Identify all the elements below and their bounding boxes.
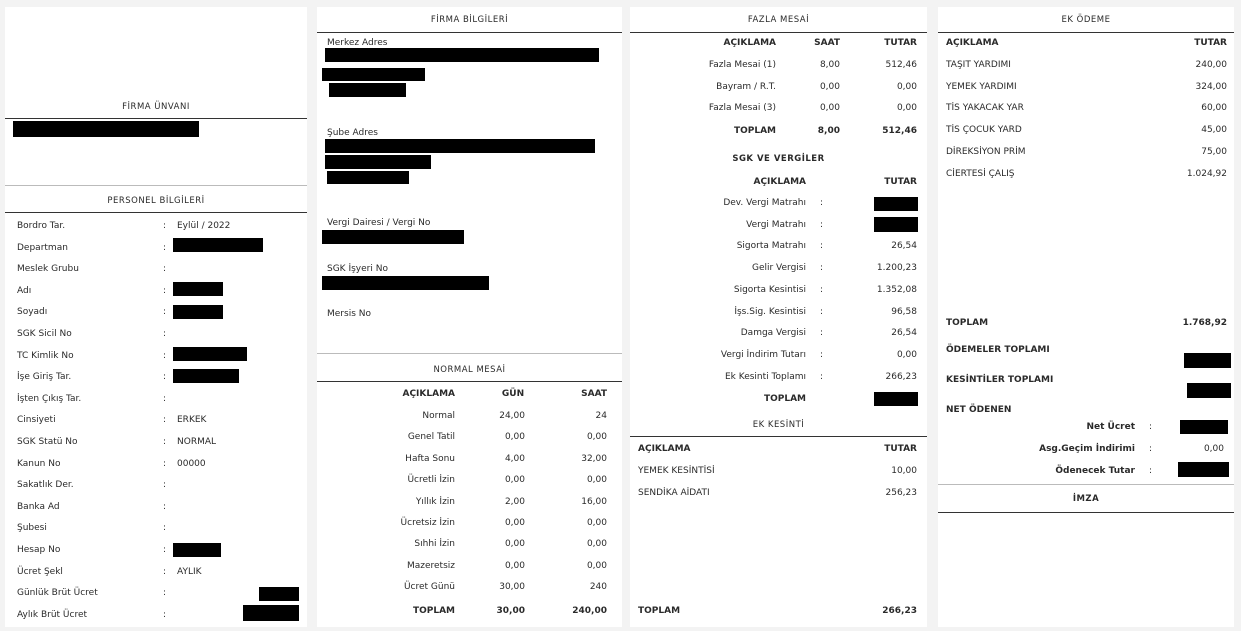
personel-label: Sakatlık Der.: [17, 480, 74, 491]
colon: :: [163, 350, 167, 361]
personel-label: Ücret Şekl: [17, 566, 63, 577]
ek-kesinti-label: YEMEK KESİNTİSİ: [638, 466, 715, 476]
ek-odeme-value: 1.024,92: [1186, 168, 1227, 179]
col-header-tutar: TUTAR: [884, 177, 917, 187]
fazla-mesai-total-label: TOPLAM: [733, 126, 776, 136]
ek-kesinti-total-label: TOPLAM: [638, 606, 681, 616]
col-header-tutar: TUTAR: [884, 444, 917, 454]
fazla-mesai-tutar: 512,46: [885, 60, 917, 70]
normal-mesai-gun: 4,00: [504, 453, 525, 464]
personel-label: Cinsiyeti: [17, 415, 56, 426]
sgk-vergi-label: Dev. Vergi Matrahı: [723, 198, 806, 208]
personel-value: NORMAL: [177, 437, 217, 447]
divider: [317, 32, 622, 33]
normal-mesai-gun: 0,00: [504, 475, 525, 486]
normal-mesai-gun: 0,00: [504, 560, 525, 571]
normal-mesai-saat: 240: [589, 582, 607, 593]
colon: :: [163, 372, 167, 383]
firma-bilgileri-panel: [317, 7, 622, 627]
net-odenen-label: NET ÖDENEN: [946, 405, 1012, 415]
firma-unvani-panel: [5, 7, 307, 627]
redaction-firma-unvani: [13, 121, 199, 137]
colon: :: [1149, 444, 1153, 454]
fazla-mesai-panel: [630, 7, 927, 627]
divider: [630, 436, 927, 437]
personel-label: İşe Giriş Tar.: [17, 372, 72, 383]
colon: :: [163, 307, 167, 318]
col-header-aciklama: AÇIKLAMA: [946, 38, 999, 48]
colon: :: [820, 371, 824, 382]
normal-mesai-label: Ücretsiz İzin: [400, 518, 455, 528]
normal-mesai-label: Sıhhi İzin: [414, 539, 455, 550]
redaction-sgk: [322, 276, 489, 290]
fazla-mesai-saat: 8,00: [819, 60, 840, 70]
personel-label: SGK Sicil No: [17, 329, 72, 339]
redaction-adi: [173, 282, 223, 296]
sgk-vergi-label: Damga Vergisi: [740, 328, 806, 339]
ek-odeme-value: 75,00: [1201, 146, 1227, 157]
ek-odeme-label: TAŞIT YARDIMI: [946, 60, 1011, 70]
colon: :: [820, 306, 824, 317]
sgk-vergi-value: 26,54: [891, 241, 917, 252]
personel-label: Aylık Brüt Ücret: [17, 609, 88, 620]
colon: :: [163, 545, 167, 555]
firma-unvani-title: FİRMA ÜNVANI: [122, 102, 190, 112]
sgk-isyeri-label: SGK İşyeri No: [327, 264, 388, 274]
sgk-vergi-value: 1.200,23: [876, 263, 917, 274]
fazla-mesai-label: Bayram / R.T.: [716, 81, 776, 92]
personel-label: Bordro Tar.: [17, 221, 66, 231]
odemeler-toplami-label: ÖDEMELER TOPLAMI: [946, 345, 1050, 355]
personel-label: SGK Statü No: [17, 437, 78, 447]
colon: :: [820, 284, 824, 295]
asg-gecim-label: Asg.Geçim İndirimi: [1039, 444, 1135, 454]
personel-label: Adı: [17, 285, 32, 296]
ek-odeme-title: EK ÖDEME: [1061, 15, 1111, 25]
normal-mesai-gun: 24,00: [499, 411, 525, 421]
personel-title: PERSONEL BİLGİLERİ: [107, 196, 205, 206]
redaction-departman: [173, 238, 263, 252]
col-header-tutar: TUTAR: [884, 38, 917, 48]
sgk-vergi-label: Sigorta Kesintisi: [733, 284, 806, 295]
ek-kesinti-value: 10,00: [891, 466, 917, 476]
col-header-tutar: TUTAR: [1194, 38, 1227, 48]
personel-value: 00000: [177, 458, 206, 469]
odenecek-tutar-label: Ödenecek Tutar: [1055, 466, 1135, 476]
colon: :: [163, 221, 167, 231]
ek-kesinti-label: SENDİKA AİDATI: [638, 487, 710, 498]
divider: [317, 353, 622, 354]
colon: :: [820, 198, 824, 208]
normal-mesai-saat: 0,00: [586, 432, 607, 443]
redaction-kesintiler: [1187, 383, 1231, 398]
net-ucret-label: Net Ücret: [1086, 422, 1135, 432]
normal-mesai-label: Genel Tatil: [407, 432, 455, 443]
imza-label: İMZA: [1072, 494, 1100, 504]
personel-value: AYLIK: [177, 566, 202, 577]
sgk-vergi-label: Ek Kesinti Toplamı: [724, 371, 806, 382]
ek-odeme-label: CİERTESİ ÇALIŞ: [946, 168, 1015, 179]
colon: :: [163, 393, 167, 404]
sgk-vergi-label: Vergi İndirim Tutarı: [720, 349, 806, 360]
ek-odeme-label: TİS YAKACAK YAR: [946, 103, 1024, 114]
personel-label: Şubesi: [17, 523, 47, 534]
ek-kesinti-title: EK KESİNTİ: [752, 420, 805, 430]
merkez-adres-label: Merkez Adres: [327, 38, 388, 48]
ek-odeme-value: 60,00: [1201, 103, 1227, 114]
normal-mesai-gun: 0,00: [504, 539, 525, 550]
divider: [5, 212, 307, 213]
redaction-soyadi: [173, 305, 223, 319]
personel-label: Banka Ad: [17, 501, 60, 512]
col-header-aciklama: AÇIKLAMA: [723, 38, 776, 48]
colon: :: [1149, 422, 1153, 432]
normal-mesai-label: Mazeretsiz: [406, 560, 455, 571]
normal-mesai-label: Ücret Günü: [403, 582, 455, 593]
redaction-sube-1: [325, 139, 595, 153]
sgk-vergi-value: 26,54: [891, 328, 917, 339]
colon: :: [1149, 466, 1153, 476]
normal-mesai-saat: 0,00: [586, 560, 607, 571]
colon: :: [163, 437, 167, 447]
fazla-mesai-tutar: 0,00: [896, 103, 917, 113]
col-header-saat: SAAT: [814, 38, 840, 48]
personel-value: ERKEK: [177, 415, 207, 426]
sgk-vergi-value: 96,58: [891, 306, 917, 317]
colon: :: [163, 609, 167, 620]
fazla-mesai-title: FAZLA MESAİ: [747, 15, 810, 25]
normal-mesai-gun: 0,00: [504, 432, 525, 443]
sgk-vergi-label: Gelir Vergisi: [751, 263, 806, 274]
ek-odeme-value: 45,00: [1201, 125, 1227, 136]
sgk-vergi-label: Vergi Matrahı: [746, 219, 806, 230]
colon: :: [820, 219, 824, 230]
sgk-vergi-title: SGK VE VERGİLER: [732, 154, 825, 164]
col-header-gun: GÜN: [501, 389, 525, 399]
redaction-tc: [173, 347, 247, 361]
redaction-odenecek: [1178, 462, 1229, 477]
redaction-ise-giris: [173, 369, 239, 383]
redaction-merkez-3: [329, 83, 406, 97]
vergi-label: Vergi Dairesi / Vergi No: [327, 218, 431, 228]
colon: :: [163, 480, 167, 491]
fazla-mesai-label: Fazla Mesai (3): [708, 103, 776, 113]
divider: [938, 484, 1234, 485]
personel-label: İşten Çıkış Tar.: [17, 393, 82, 404]
colon: :: [163, 501, 167, 512]
col-header-aciklama: AÇIKLAMA: [402, 389, 455, 399]
colon: :: [163, 523, 167, 534]
colon: :: [163, 588, 167, 599]
normal-mesai-total-label: TOPLAM: [412, 606, 455, 616]
divider: [317, 381, 622, 382]
redaction-dev-vergi: [874, 197, 918, 211]
personel-label: Kanun No: [17, 458, 61, 469]
fazla-mesai-label: Fazla Mesai (1): [708, 60, 776, 70]
mersis-label: Mersis No: [327, 309, 371, 319]
fazla-mesai-total-tutar: 512,46: [882, 126, 917, 136]
redaction-sube-2: [325, 155, 431, 169]
divider: [938, 512, 1234, 513]
normal-mesai-label: Normal: [422, 411, 455, 421]
normal-mesai-saat: 0,00: [586, 518, 607, 528]
normal-mesai-total-saat: 240,00: [572, 606, 607, 616]
normal-mesai-label: Ücretli İzin: [407, 475, 455, 486]
redaction-vergi: [322, 230, 464, 244]
kesintiler-toplami-label: KESİNTİLER TOPLAMI: [946, 375, 1054, 385]
sube-adres-label: Şube Adres: [327, 128, 378, 138]
colon: :: [163, 566, 167, 577]
personel-label: Hesap No: [17, 545, 61, 555]
sgk-vergi-value: 0,00: [896, 349, 917, 360]
colon: :: [820, 328, 824, 339]
sgk-vergi-value: 1.352,08: [876, 284, 917, 295]
normal-mesai-label: Hafta Sonu: [405, 453, 455, 464]
redaction-merkez-2: [322, 68, 425, 81]
normal-mesai-saat: 0,00: [586, 475, 607, 486]
ek-odeme-label: YEMEK YARDIMI: [946, 81, 1017, 92]
divider: [938, 32, 1234, 33]
divider: [5, 118, 307, 119]
sgk-vergi-label: Sigorta Matrahı: [736, 241, 806, 252]
col-header-aciklama: AÇIKLAMA: [753, 177, 806, 187]
ek-odeme-total-value: 1.768,92: [1182, 318, 1227, 328]
sgk-vergi-label: İşs.Sig. Kesintisi: [734, 306, 806, 317]
redaction-net-ucret: [1180, 420, 1228, 434]
firma-bilgileri-title: FİRMA BİLGİLERİ: [430, 15, 509, 25]
personel-label: Meslek Grubu: [17, 264, 79, 275]
ek-odeme-value: 324,00: [1195, 81, 1227, 92]
colon: :: [163, 242, 167, 253]
normal-mesai-saat: 32,00: [581, 453, 607, 464]
colon: :: [820, 263, 824, 274]
colon: :: [163, 415, 167, 426]
sgk-vergi-total-label: TOPLAM: [763, 394, 806, 404]
personel-value: Eylül / 2022: [177, 221, 231, 231]
colon: :: [163, 285, 167, 296]
redaction-hesap-no: [173, 543, 221, 557]
asg-gecim-value: 0,00: [1203, 444, 1224, 454]
personel-label: Günlük Brüt Ücret: [17, 588, 98, 599]
divider: [5, 185, 307, 186]
fazla-mesai-saat: 0,00: [819, 81, 840, 92]
redaction-vergi-matrahi: [874, 217, 918, 232]
colon: :: [820, 349, 824, 360]
ek-odeme-panel: [938, 7, 1234, 627]
redaction-gunluk: [259, 587, 299, 601]
personel-label: Departman: [17, 242, 68, 253]
ek-kesinti-total-value: 266,23: [882, 606, 917, 616]
col-header-aciklama: AÇIKLAMA: [638, 444, 691, 454]
normal-mesai-saat: 24: [595, 411, 607, 421]
personel-label: Soyadı: [17, 307, 48, 318]
normal-mesai-saat: 16,00: [581, 496, 607, 507]
fazla-mesai-saat: 0,00: [819, 103, 840, 113]
normal-mesai-label: Yıllık İzin: [415, 496, 455, 507]
normal-mesai-gun: 0,00: [504, 518, 525, 528]
normal-mesai-gun: 30,00: [499, 582, 525, 593]
col-header-saat: SAAT: [581, 389, 607, 399]
redaction-sube-3: [327, 171, 409, 184]
redaction-merkez-1: [325, 48, 599, 62]
ek-odeme-total-label: TOPLAM: [946, 318, 989, 328]
colon: :: [163, 329, 167, 339]
redaction-odemeler: [1184, 353, 1231, 368]
normal-mesai-title: NORMAL MESAİ: [433, 365, 506, 375]
sgk-vergi-value: 266,23: [885, 371, 917, 382]
personel-label: TC Kimlik No: [17, 350, 74, 361]
normal-mesai-saat: 0,00: [586, 539, 607, 550]
colon: :: [163, 264, 167, 275]
normal-mesai-total-gun: 30,00: [496, 606, 525, 616]
ek-odeme-label: DİREKSİYON PRİM: [946, 146, 1026, 157]
colon: :: [820, 241, 824, 252]
ek-odeme-label: TİS ÇOCUK YARD: [946, 125, 1022, 136]
fazla-mesai-tutar: 0,00: [896, 81, 917, 92]
divider: [630, 32, 927, 33]
redaction-sgk-toplam: [874, 392, 918, 406]
ek-kesinti-value: 256,23: [885, 487, 917, 498]
colon: :: [163, 458, 167, 469]
ek-odeme-value: 240,00: [1195, 60, 1227, 70]
normal-mesai-gun: 2,00: [504, 496, 525, 507]
fazla-mesai-total-saat: 8,00: [817, 126, 840, 136]
redaction-aylik: [243, 605, 299, 621]
